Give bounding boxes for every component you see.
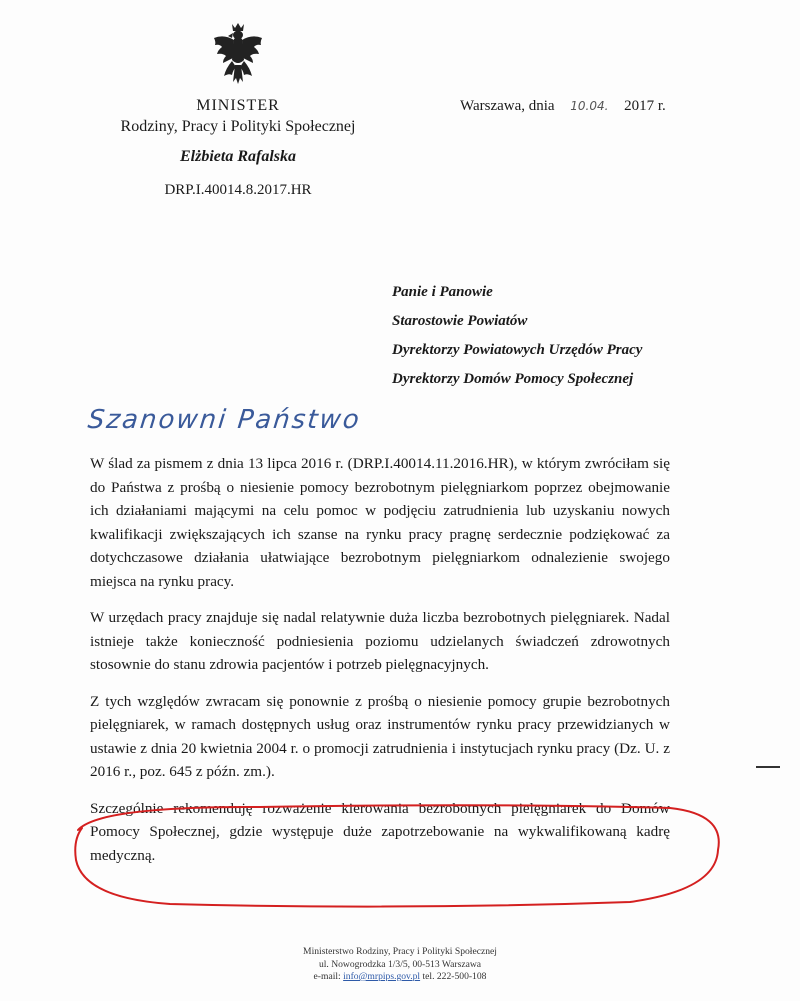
- recipients-block: [392, 278, 642, 394]
- sender-block: [98, 96, 378, 200]
- ministry-name: Rodziny, Pracy i Polityki Społecznej: [120, 118, 356, 135]
- footer-address: ul. Nowogrodzka 1/3/5, 00-513 Warszawa: [318, 958, 482, 970]
- phone-number: tel. 222-500-108: [422, 971, 487, 982]
- polish-eagle-icon: [212, 22, 264, 86]
- date-prefix: Warszawa, dnia: [460, 98, 555, 114]
- body-paragraph: Z tych względów zwracam się ponownie z prośbą o niesienie pomocy grupie bezrobotnych pielęgniarek, w ramach dostępnych usług oraz instrumentów rynku pracy przewidzianych w ustawie z dnia 20 kwietnia 2004 r. o promocji zatrudnienia i instytucjach rynku pracy (Dz. U. z 2016 r., poz. 645 z późn. zm.).: [90, 692, 670, 780]
- recipient-line: Dyrektorzy Powiatowych Urzędów Pracy: [392, 342, 643, 358]
- minister-name: Elżbieta Rafalska: [179, 148, 296, 165]
- email-label: e-mail:: [313, 971, 341, 982]
- recipient-line: Starostowie Powiatów: [392, 313, 528, 329]
- footer: [0, 946, 800, 984]
- recipient-line: Dyrektorzy Domów Pomocy Społecznej: [392, 371, 634, 387]
- date-line: [460, 96, 666, 116]
- footer-ministry: Ministerstwo Rodziny, Pracy i Polityki Społecznej: [303, 946, 497, 957]
- body-paragraph: W ślad za pismem z dnia 13 lipca 2016 r. (DRP.I.40014.11.2016.HR), w którym zwróciłam się do Państwa z prośbą o niesienie pomocy bezrobotnym pielęgniarkom poprzez obejmowanie ich działaniami mającymi na celu pomoc w podjęciu zatrudnienia lub uzyskaniu nowych kwalifikacji zwiększających ich szanse na rynku pracy pragnę serdecznie podziękować za dotychczasowe działania ułatwiające bezrobotnym pielęgniarkom odnalezienie swojego miejsca na rynku pracy.: [90, 455, 670, 590]
- body-paragraph-highlighted: Szczególnie rekomenduję rozważenie kierowania bezrobotnych pielęgniarek do Domów Pomocy Społecznej, gdzie występuje duże zapotrzebowanie na wykwalifikowaną kadrę medyczną.: [90, 799, 670, 864]
- margin-mark: [756, 766, 780, 768]
- letter-body: [90, 452, 670, 880]
- recipient-line: Panie i Panowie: [392, 284, 493, 300]
- handwritten-salutation: Szanowni Państwo: [86, 405, 363, 435]
- minister-title: MINISTER: [196, 97, 280, 114]
- email-link[interactable]: info@mrpips.gov.pl: [343, 971, 421, 982]
- handwritten-date: 10.04.: [570, 99, 609, 113]
- body-paragraph: W urzędach pracy znajduje się nadal relatywnie duża liczba bezrobotnych pielęgniarek. Nadal istnieje także konieczność podniesienia poziomu udzielanych świadczeń zdrowotnych stosownie do stanu zdrowia pacjentów i potrzeb pielęgnacyjnych.: [90, 609, 670, 673]
- reference-number: DRP.I.40014.8.2017.HR: [164, 182, 312, 198]
- date-suffix: 2017 r.: [624, 98, 666, 114]
- footer-contact: [0, 971, 800, 984]
